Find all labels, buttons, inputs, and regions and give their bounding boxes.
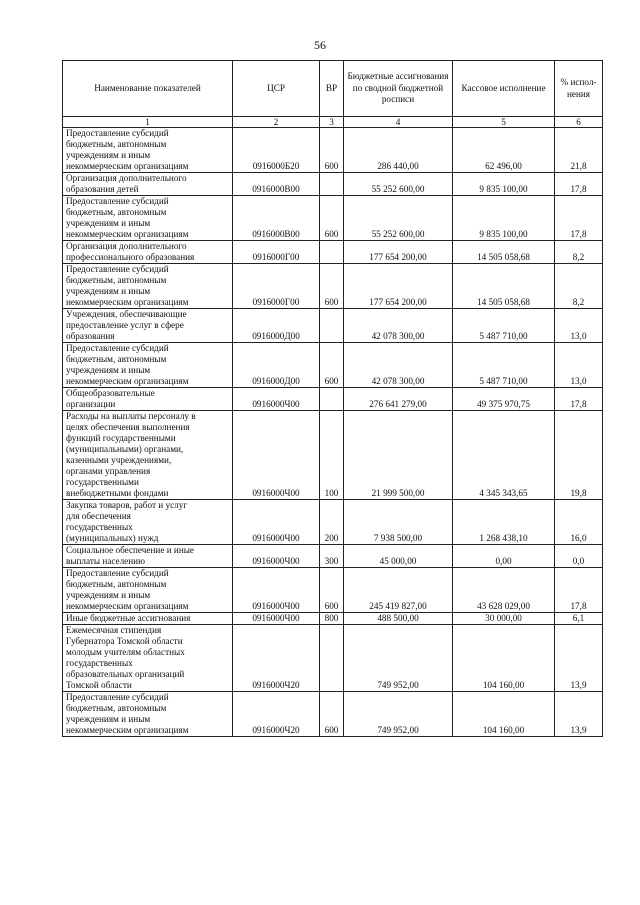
row-csr-cell: 0916000Ч00 <box>233 613 320 625</box>
row-csr-cell: 0916000Г00 <box>233 264 320 309</box>
row-cash-cell: 4 345 343,65 <box>453 411 555 500</box>
row-csr-cell: 0916000Ч20 <box>233 692 320 737</box>
table-row <box>63 545 603 568</box>
column-number-row <box>63 117 603 128</box>
row-cash-cell: 62 496,00 <box>453 128 555 173</box>
table-row <box>63 692 603 737</box>
row-cash-cell: 14 505 058,68 <box>453 241 555 264</box>
table-row <box>63 500 603 545</box>
header-cash: Кассовое исполнение <box>453 61 555 117</box>
row-cash-cell: 14 505 058,68 <box>453 264 555 309</box>
row-vr-cell: 600 <box>320 343 344 388</box>
budget-execution-table <box>62 60 603 737</box>
row-percent-cell: 0,0 <box>555 545 603 568</box>
table-row <box>63 343 603 388</box>
header-csr: ЦСР <box>233 61 320 117</box>
row-vr-cell <box>320 309 344 343</box>
column-number: 6 <box>555 117 603 128</box>
row-csr-cell: 0916000В00 <box>233 196 320 241</box>
row-name-cell: Предоставление субсидий бюджетным, автономным учреждениям и иным некоммерческим организациям <box>63 264 233 309</box>
table-body <box>63 128 603 737</box>
column-number: 5 <box>453 117 555 128</box>
row-vr-cell: 800 <box>320 613 344 625</box>
row-budget-cell: 42 078 300,00 <box>344 343 453 388</box>
row-csr-cell: 0916000В00 <box>233 173 320 196</box>
column-number: 4 <box>344 117 453 128</box>
row-name-cell: Расходы на выплаты персоналу в целях обеспечения выполнения функций государственными (муниципальными) органами, казенными учреждениями, органами управления государственными внебюджетными фондами <box>63 411 233 500</box>
row-vr-cell: 100 <box>320 411 344 500</box>
row-csr-cell: 0916000Б20 <box>233 128 320 173</box>
row-csr-cell: 0916000Д00 <box>233 309 320 343</box>
row-vr-cell: 200 <box>320 500 344 545</box>
row-budget-cell: 488 500,00 <box>344 613 453 625</box>
row-percent-cell: 6,1 <box>555 613 603 625</box>
row-cash-cell: 30 000,00 <box>453 613 555 625</box>
row-budget-cell: 42 078 300,00 <box>344 309 453 343</box>
row-name-cell: Организация дополнительного образования детей <box>63 173 233 196</box>
table-row <box>63 388 603 411</box>
row-cash-cell: 9 835 100,00 <box>453 173 555 196</box>
column-number: 3 <box>320 117 344 128</box>
table-row <box>63 568 603 613</box>
table-row <box>63 264 603 309</box>
row-budget-cell: 55 252 600,00 <box>344 173 453 196</box>
row-percent-cell: 17,8 <box>555 196 603 241</box>
header-budget: Бюджетные ассигнования по сводной бюджетной росписи <box>344 61 453 117</box>
row-csr-cell: 0916000Ч00 <box>233 545 320 568</box>
row-budget-cell: 177 654 200,00 <box>344 241 453 264</box>
row-cash-cell: 1 268 438,10 <box>453 500 555 545</box>
row-name-cell: Закупка товаров, работ и услуг для обеспечения государственных (муниципальных) нужд <box>63 500 233 545</box>
header-percent: % испол-нения <box>555 61 603 117</box>
row-budget-cell: 276 641 279,00 <box>344 388 453 411</box>
column-number: 1 <box>63 117 233 128</box>
row-vr-cell: 600 <box>320 692 344 737</box>
row-name-cell: Предоставление субсидий бюджетным, автономным учреждениям и иным некоммерческим организациям <box>63 128 233 173</box>
row-vr-cell: 600 <box>320 264 344 309</box>
row-cash-cell: 9 835 100,00 <box>453 196 555 241</box>
row-name-cell: Социальное обеспечение и иные выплаты населению <box>63 545 233 568</box>
table-row <box>63 196 603 241</box>
row-cash-cell: 49 375 970,75 <box>453 388 555 411</box>
row-percent-cell: 13,9 <box>555 692 603 737</box>
table-row <box>63 173 603 196</box>
table-row <box>63 613 603 625</box>
row-cash-cell: 0,00 <box>453 545 555 568</box>
row-percent-cell: 21,8 <box>555 128 603 173</box>
row-budget-cell: 177 654 200,00 <box>344 264 453 309</box>
row-cash-cell: 43 628 029,00 <box>453 568 555 613</box>
row-csr-cell: 0916000Ч20 <box>233 625 320 692</box>
row-name-cell: Учреждения, обеспечивающие предоставление услуг в сфере образования <box>63 309 233 343</box>
row-cash-cell: 5 487 710,00 <box>453 309 555 343</box>
row-budget-cell: 245 419 827,00 <box>344 568 453 613</box>
row-name-cell: Иные бюджетные ассигнования <box>63 613 233 625</box>
row-name-cell: Ежемесячная стипендия Губернатора Томской области молодым учителям областных государственных образовательных организаций Томской области <box>63 625 233 692</box>
row-budget-cell: 749 952,00 <box>344 625 453 692</box>
table-row <box>63 625 603 692</box>
row-vr-cell: 600 <box>320 196 344 241</box>
row-vr-cell: 600 <box>320 128 344 173</box>
row-csr-cell: 0916000Ч00 <box>233 500 320 545</box>
row-vr-cell <box>320 241 344 264</box>
row-name-cell: Предоставление субсидий бюджетным, автономным учреждениям и иным некоммерческим организациям <box>63 196 233 241</box>
row-percent-cell: 8,2 <box>555 241 603 264</box>
row-name-cell: Общеобразовательные организации <box>63 388 233 411</box>
row-vr-cell <box>320 625 344 692</box>
header-vr: ВР <box>320 61 344 117</box>
header-name: Наименование показателей <box>63 61 233 117</box>
row-csr-cell: 0916000Ч00 <box>233 411 320 500</box>
row-budget-cell: 749 952,00 <box>344 692 453 737</box>
row-name-cell: Предоставление субсидий бюджетным, автономным учреждениям и иным некоммерческим организациям <box>63 692 233 737</box>
row-name-cell: Предоставление субсидий бюджетным, автономным учреждениям и иным некоммерческим организациям <box>63 568 233 613</box>
row-cash-cell: 5 487 710,00 <box>453 343 555 388</box>
row-percent-cell: 16,0 <box>555 500 603 545</box>
row-budget-cell: 21 999 500,00 <box>344 411 453 500</box>
row-csr-cell: 0916000Ч00 <box>233 568 320 613</box>
row-vr-cell <box>320 388 344 411</box>
row-percent-cell: 13,9 <box>555 625 603 692</box>
row-percent-cell: 13,0 <box>555 309 603 343</box>
column-number: 2 <box>233 117 320 128</box>
table-row <box>63 241 603 264</box>
row-budget-cell: 45 000,00 <box>344 545 453 568</box>
table-row <box>63 128 603 173</box>
row-vr-cell <box>320 173 344 196</box>
row-cash-cell: 104 160,00 <box>453 692 555 737</box>
row-percent-cell: 8,2 <box>555 264 603 309</box>
row-budget-cell: 55 252 600,00 <box>344 196 453 241</box>
row-vr-cell: 600 <box>320 568 344 613</box>
row-csr-cell: 0916000Г00 <box>233 241 320 264</box>
table-row <box>63 309 603 343</box>
row-csr-cell: 0916000Ч00 <box>233 388 320 411</box>
row-name-cell: Организация дополнительного профессионального образования <box>63 241 233 264</box>
row-name-cell: Предоставление субсидий бюджетным, автономным учреждениям и иным некоммерческим организациям <box>63 343 233 388</box>
page-number: 56 <box>314 38 326 52</box>
row-percent-cell: 13,0 <box>555 343 603 388</box>
row-percent-cell: 17,8 <box>555 173 603 196</box>
row-csr-cell: 0916000Д00 <box>233 343 320 388</box>
row-percent-cell: 17,8 <box>555 388 603 411</box>
row-cash-cell: 104 160,00 <box>453 625 555 692</box>
row-budget-cell: 7 938 500,00 <box>344 500 453 545</box>
table-header-row <box>63 61 603 117</box>
row-percent-cell: 19,8 <box>555 411 603 500</box>
row-budget-cell: 286 440,00 <box>344 128 453 173</box>
row-percent-cell: 17,8 <box>555 568 603 613</box>
row-vr-cell: 300 <box>320 545 344 568</box>
table-row <box>63 411 603 500</box>
